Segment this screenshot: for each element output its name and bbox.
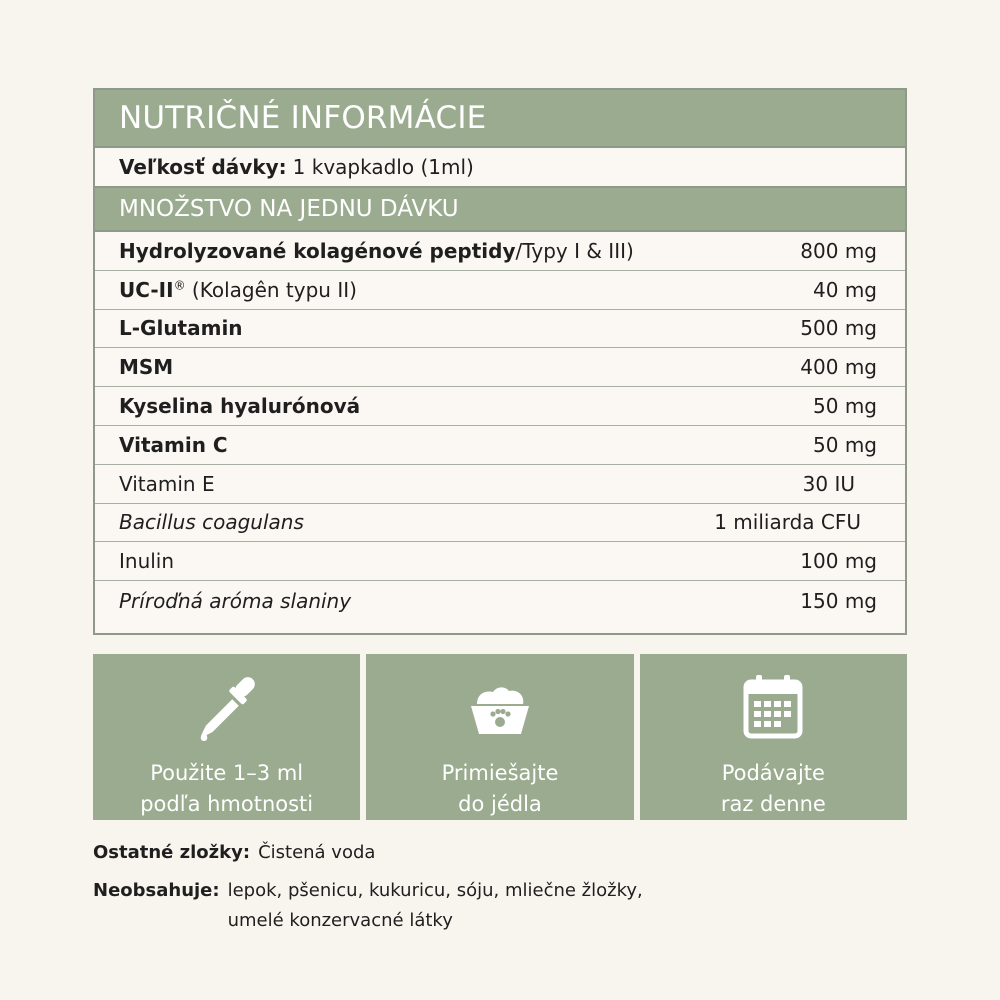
nutrition-title: NUTRIČNÉ INFORMÁCIE xyxy=(95,90,905,148)
nutrient-row xyxy=(95,271,905,310)
nutrient-amount: 100 mg xyxy=(800,549,877,574)
per-serving-title: MNOŽSTVO NA JEDNU DÁVKU xyxy=(95,188,905,232)
nutrient-row xyxy=(95,504,905,543)
free-of xyxy=(93,876,913,936)
nutrient-name: Inulin xyxy=(119,549,175,574)
nutrient-amount: 1 miliarda CFU xyxy=(714,510,861,535)
nutrient-name: Príroďná aróma slaniny xyxy=(119,588,352,613)
serving-size-value: 1 kvapkadlo (1ml) xyxy=(292,155,474,179)
nutrition-panel xyxy=(93,88,907,635)
free-of-label: Neobsahuje: xyxy=(93,880,220,901)
usage-tile-dose xyxy=(93,654,360,820)
nutrient-amount: 150 mg xyxy=(800,588,877,613)
nutrient-amount: 400 mg xyxy=(800,355,877,380)
nutrient-amount: 50 mg xyxy=(813,394,877,419)
other-ingredients xyxy=(93,838,913,868)
nutrient-name: Vitamin C xyxy=(119,432,228,457)
usage-tile-label: Použite 1–3 ml podľa hmotnosti xyxy=(140,761,314,816)
nutrient-amount: 30 IU xyxy=(802,471,855,496)
nutrient-row xyxy=(95,310,905,349)
nutrient-name: Bacillus coagulans xyxy=(119,510,304,535)
nutrient-row xyxy=(95,465,905,504)
nutrient-row xyxy=(95,581,905,620)
nutrient-amount: 50 mg xyxy=(813,432,877,457)
nutrient-name: UC-II® (Kolagên typu II) xyxy=(119,277,357,302)
usage-tile-mix xyxy=(366,654,633,820)
nutrient-row xyxy=(95,387,905,426)
usage-tiles xyxy=(93,654,907,820)
usage-tile-frequency xyxy=(640,654,907,820)
nutrient-name: Hydrolyzované kolagénové peptidy/Typy I & III) xyxy=(119,238,634,263)
other-ingredients-label: Ostatné zložky: xyxy=(93,842,251,863)
usage-tile-label: Primiešajte do jédla xyxy=(441,761,559,816)
nutrient-name: Vitamin E xyxy=(119,471,215,496)
nutrient-amount: 500 mg xyxy=(800,316,877,341)
nutrient-name: L-Glutamin xyxy=(119,316,243,341)
food-bowl-icon xyxy=(463,670,537,744)
serving-size xyxy=(95,148,905,188)
dropper-icon xyxy=(190,670,264,744)
serving-size-label: Veľkosť dávky: xyxy=(119,155,287,179)
nutrient-name: MSM xyxy=(119,355,174,380)
nutrient-row xyxy=(95,232,905,271)
free-of-values: lepok, pšenicu, kukuricu, sóju, mliečne žložky, umelé konzervacné látky xyxy=(227,880,643,931)
usage-tile-label: Podávajte raz denne xyxy=(720,761,826,816)
nutrient-amount: 40 mg xyxy=(813,277,877,302)
nutrient-amount: 800 mg xyxy=(800,238,877,263)
nutrient-list xyxy=(95,232,905,620)
nutrient-row xyxy=(95,348,905,387)
other-ingredients-value: Čistená voda xyxy=(258,842,376,863)
calendar-icon xyxy=(736,670,810,744)
footer-notes xyxy=(93,838,913,948)
nutrient-row xyxy=(95,542,905,581)
nutrient-name: Kyselina hyalurónová xyxy=(119,394,361,419)
nutrient-row xyxy=(95,426,905,465)
